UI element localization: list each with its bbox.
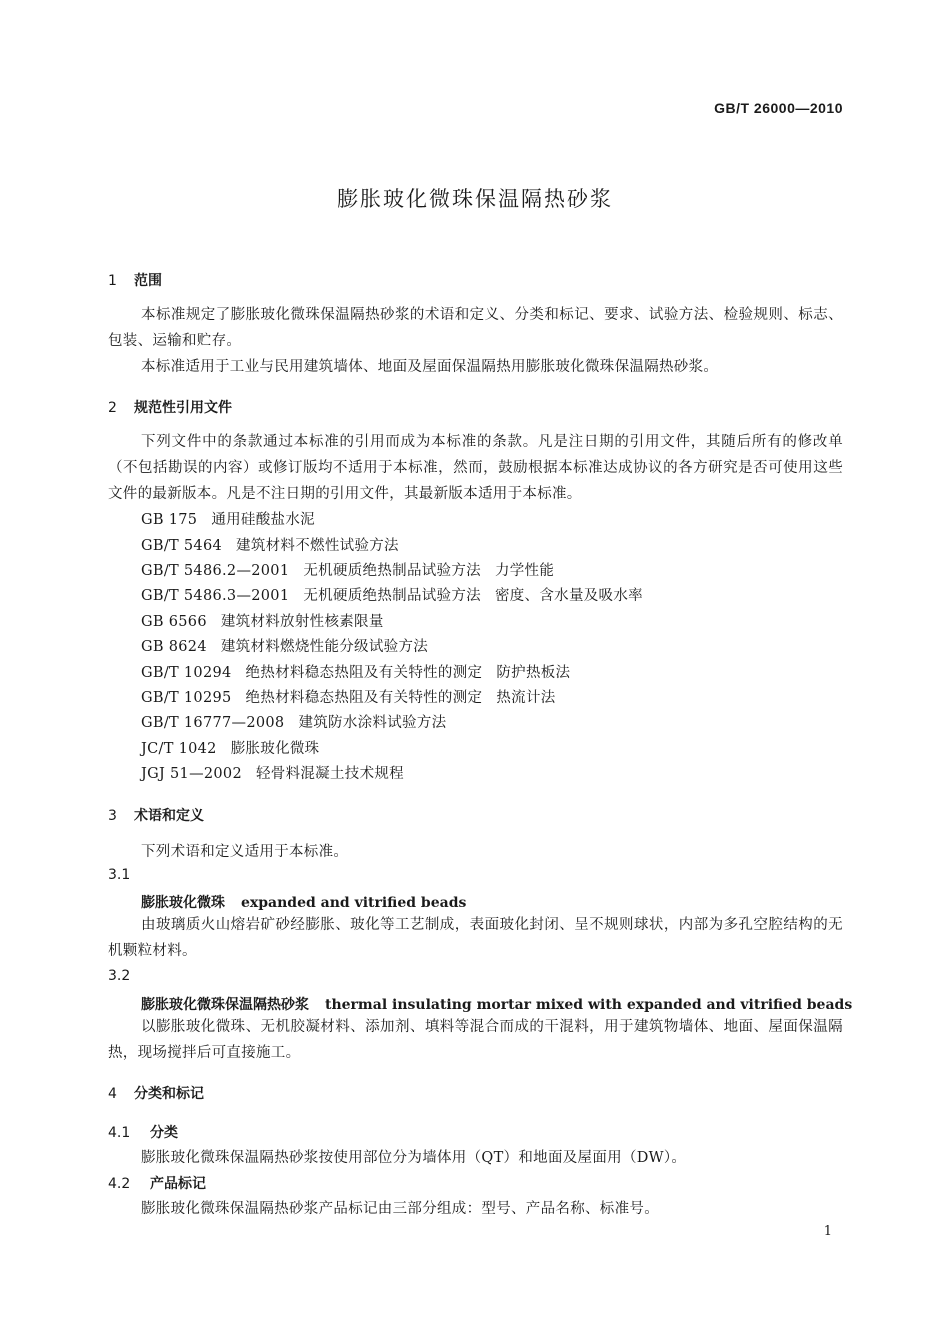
reference-item <box>141 661 570 682</box>
reference-item <box>141 584 643 605</box>
reference-item <box>141 737 320 758</box>
section-4-2-paragraph: 膨胀玻化微珠保温隔热砂浆产品标记由三部分组成：型号、产品名称、标准号。 <box>141 1201 659 1217</box>
section-4-heading <box>108 1083 204 1103</box>
subsection-title: 产品标记 <box>150 1176 206 1192</box>
reference-code: GB/T 10295 <box>141 690 232 706</box>
reference-name: 建筑材料放射性核素限量 <box>220 614 384 630</box>
section-4-1-paragraph: 膨胀玻化微珠保温隔热砂浆按使用部位分为墙体用（QT）和地面及屋面用（DW）。 <box>141 1150 687 1166</box>
subsection-title: 分类 <box>150 1125 178 1141</box>
reference-extra: 热流计法 <box>496 690 556 706</box>
reference-item <box>141 711 446 732</box>
term-english: expanded and vitrified beads <box>241 895 467 911</box>
reference-name: 建筑材料燃烧性能分级试验方法 <box>220 639 429 655</box>
section-3-heading <box>108 805 204 825</box>
page-number: 1 <box>823 1224 832 1239</box>
reference-name: 无机硬质绝热制品试验方法 <box>303 588 481 604</box>
section-number: 3 <box>108 808 117 824</box>
subsection-number: 4.2 <box>108 1176 131 1192</box>
reference-item <box>141 610 384 631</box>
section-1-paragraph-2: 本标准适用于工业与民用建筑墙体、地面及屋面保温隔热用膨胀玻化微珠保温隔热砂浆。 <box>141 359 719 375</box>
reference-item <box>141 534 399 555</box>
reference-code: GB/T 5464 <box>141 538 223 554</box>
reference-item <box>141 508 315 529</box>
section-1-paragraph-1: 本标准规定了膨胀玻化微珠保温隔热砂浆的术语和定义、分类和标记、要求、试验方法、检验规则、标志、包装、运输和贮存。 <box>108 307 843 349</box>
term-3-2-number: 3.2 <box>108 968 131 984</box>
reference-extra: 力学性能 <box>494 563 555 579</box>
term-english: thermal insulating mortar mixed with expanded and vitrified beads <box>325 997 853 1013</box>
reference-code: GB 175 <box>141 512 198 528</box>
standard-number: GB/T 26000—2010 <box>714 100 843 116</box>
reference-name: 绝热材料稳态热阻及有关特性的测定 <box>245 665 483 681</box>
section-1-heading <box>108 270 162 290</box>
reference-name: 通用硅酸盐水泥 <box>211 512 315 528</box>
reference-code: GB/T 10294 <box>141 665 232 681</box>
section-number: 1 <box>108 273 117 289</box>
reference-item <box>141 635 428 656</box>
reference-name: 建筑防水涂料试验方法 <box>298 715 447 731</box>
section-number: 2 <box>108 400 117 416</box>
section-number: 4 <box>108 1086 117 1102</box>
term-3-2-definition: 以膨胀玻化微珠、无机胶凝材料、添加剂、填料等混合而成的干混料，用于建筑物墙体、地面、屋面保温隔热，现场搅拌后可直接施工。 <box>108 1019 843 1061</box>
reference-name: 建筑材料不燃性试验方法 <box>236 538 399 554</box>
term-chinese: 膨胀玻化微珠保温隔热砂浆 <box>141 997 309 1013</box>
term-3-1-definition: 由玻璃质火山熔岩矿砂经膨胀、玻化等工艺制成，表面玻化封闭、呈不规则球状，内部为多孔空腔结构的无机颗粒材料。 <box>108 917 843 959</box>
document-title: 膨胀玻化微珠保温隔热砂浆 <box>337 187 613 211</box>
reference-name: 绝热材料稳态热阻及有关特性的测定 <box>245 690 483 706</box>
section-title: 术语和定义 <box>134 808 204 824</box>
reference-item <box>141 762 404 783</box>
section-title: 范围 <box>134 273 162 289</box>
reference-name: 轻骨料混凝土技术规程 <box>255 766 404 782</box>
term-3-2 <box>141 994 852 1014</box>
reference-code: JC/T 1042 <box>141 741 217 757</box>
section-title: 规范性引用文件 <box>134 400 232 416</box>
term-chinese: 膨胀玻化微珠 <box>141 895 225 911</box>
reference-code: GB/T 5486.2—2001 <box>141 563 290 579</box>
reference-item <box>141 686 556 707</box>
reference-extra: 防护热板法 <box>496 665 571 681</box>
reference-code: GB 6566 <box>141 614 207 630</box>
section-4-1-heading <box>108 1122 178 1142</box>
section-4-2-heading <box>108 1173 206 1193</box>
section-3-intro: 下列术语和定义适用于本标准。 <box>141 844 349 860</box>
reference-code: GB/T 16777—2008 <box>141 715 285 731</box>
reference-item <box>141 559 554 580</box>
reference-name: 无机硬质绝热制品试验方法 <box>303 563 481 579</box>
section-2-heading <box>108 397 232 417</box>
section-title: 分类和标记 <box>134 1086 204 1102</box>
section-2-paragraph-1: 下列文件中的条款通过本标准的引用而成为本标准的条款。凡是注日期的引用文件，其随后所有的修改单（不包括勘误的内容）或修订版均不适用于本标准，然而，鼓励根据本标准达成协议的各方研究是否可使用这些文件的最新版本。凡是不注日期的引用文件，其最新版本适用于本标准。 <box>108 434 843 502</box>
reference-code: JGJ 51—2002 <box>141 766 242 782</box>
reference-code: GB/T 5486.3—2001 <box>141 588 290 604</box>
reference-name: 膨胀玻化微珠 <box>230 741 320 757</box>
reference-extra: 密度、含水量及吸水率 <box>494 588 643 604</box>
subsection-number: 4.1 <box>108 1125 131 1141</box>
term-3-1 <box>141 892 466 912</box>
term-3-1-number: 3.1 <box>108 867 131 883</box>
reference-code: GB 8624 <box>141 639 207 655</box>
